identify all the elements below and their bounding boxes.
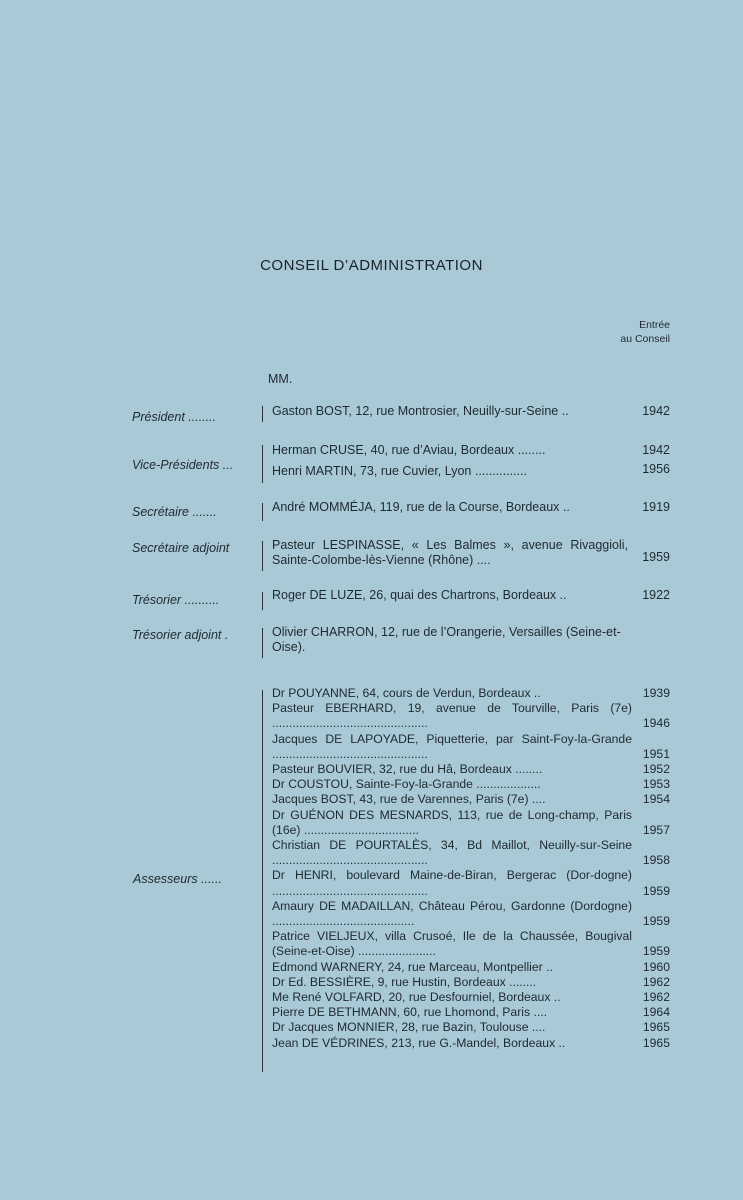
entry-text: Jacques BOST, 43, rue de Varennes, Paris (7e) .... [272,792,546,807]
entry-year: 1957 [642,822,670,837]
assesseur-entry [272,762,670,777]
entry-text: Dr Ed. BESSIÈRE, 9, rue Hustin, Bordeaux ........ [272,974,537,989]
entry-text: Olivier CHARRON, 12, rue de l’Orangerie, Versailles (Seine-et-Oise). [272,625,621,654]
assesseurs-list [272,686,670,1051]
entry-text: André MOMMÉJA, 119, rue de la Course, Bordeaux .. [272,500,570,514]
entry-text: Henri MARTIN, 73, rue Cuvier, Lyon ............... [272,464,527,478]
bracket [262,690,263,1072]
assesseur-entry [272,807,670,838]
role-label: Secrétaire ....... [132,505,217,519]
entry-header-line-1: Entrée [639,319,670,331]
entry-year: 1919 [642,500,670,514]
entry-column-header [590,318,670,346]
assesseur-entry [272,990,670,1005]
bracket [262,445,263,483]
entry-year: 1959 [642,944,670,959]
entry-text: Pasteur BOUVIER, 32, rue du Hâ, Bordeaux ........ [272,762,543,777]
role-label-assesseurs: Assesseurs ...... [133,872,222,886]
entry-year: 1959 [642,883,670,898]
entry-year: 1965 [642,1020,670,1035]
assesseur-entry [272,838,670,868]
assesseur-entry [272,868,670,898]
bracket [262,541,263,571]
entry-header-line-2: au Conseil [620,333,670,345]
entry-text: Dr Jacques MONNIER, 28, rue Bazin, Toulouse .... [272,1020,546,1035]
entry-text: Dr GUÉNON DES MESNARDS, 113, rue de Long-champ, Paris (16e) .................................. [272,807,632,837]
assesseur-entry [272,701,670,731]
entry-text: Herman CRUSE, 40, rue d’Aviau, Bordeaux ........ [272,443,546,457]
entry-year: 1942 [642,404,670,418]
role-label: Trésorier adjoint . [132,628,229,642]
entry-text: Gaston BOST, 12, rue Montrosier, Neuilly-sur-Seine .. [272,404,569,418]
entry-year: 1959 [642,550,670,564]
assesseur-entry [272,898,670,929]
assesseur-entry [272,974,670,990]
entry-text: Dr COUSTOU, Sainte-Foy-la-Grande ................... [272,777,541,792]
assesseur-entry [272,686,670,701]
assesseur-entry [272,929,670,959]
entry-text: Me René VOLFARD, 20, rue Desfourniel, Bordeaux .. [272,990,561,1005]
entry-text: Jacques DE LAPOYADE, Piquetterie, par Saint-Foy-la-Grande .............................................. [272,731,632,761]
entry-year: 1951 [642,746,670,761]
entry-year: 1959 [642,914,670,929]
role-label: Vice-Présidents ... [132,458,234,472]
entry-year: 1964 [642,1005,670,1020]
entry-text: Jean DE VÉDRINES, 213, rue G.-Mandel, Bordeaux .. [272,1035,566,1050]
bracket [262,503,263,521]
role-label: Président ........ [132,410,217,424]
entry-year: 1942 [642,443,670,457]
assesseur-entry [272,792,670,807]
entry-text: Roger DE LUZE, 26, quai des Chartrons, Bordeaux .. [272,588,567,602]
entry-text: Pasteur EBERHARD, 19, avenue de Tourville, Paris (7e) .............................................. [272,701,632,731]
page-title: CONSEIL D’ADMINISTRATION [260,257,483,274]
assesseur-entry [272,959,670,975]
assesseur-entry [272,777,670,792]
entry-year: 1962 [642,974,670,989]
bracket [262,406,263,422]
entry-year: 1952 [642,762,670,777]
mm-label: MM. [268,372,293,386]
entry-text: Amaury DE MADAILLAN, Château Pérou, Gardonne (Dordogne) .......................................... [272,898,632,929]
assesseur-entry [272,1005,670,1020]
entry-year: 1956 [642,462,670,476]
entry-text: Dr POUYANNE, 64, cours de Verdun, Bordeaux .. [272,686,541,700]
entry-text: Patrice VIELJEUX, villa Crusoé, Ile de la Chaussée, Bougival (Seine-et-Oise) ....................... [272,929,632,959]
assesseur-entry [272,1020,670,1035]
entry-text: Dr HENRI, boulevard Maine-de-Biran, Bergerac (Dor-dogne) .............................................. [272,868,632,898]
assesseur-entry [272,731,670,762]
entry-year: 1960 [642,959,670,974]
entry-year: 1962 [642,990,670,1005]
entry-year: 1965 [642,1035,670,1050]
entry-text: Pierre DE BETHMANN, 60, rue Lhomond, Paris .... [272,1005,547,1020]
entry-year: 1954 [642,792,670,807]
assesseur-entry [272,1035,670,1051]
entry-text: Edmond WARNERY, 24, rue Marceau, Montpellier .. [272,959,553,974]
bracket [262,592,263,610]
role-label: Trésorier .......... [132,593,220,607]
bracket [262,628,263,658]
entry-year: 1922 [642,588,670,602]
entry-year: 1939 [642,686,670,700]
role-label: Secrétaire adjoint [132,541,230,555]
entry-text: Christian DE POURTALÈS, 34, Bd Maillot, Neuilly-sur-Seine .............................................. [272,838,632,868]
entry-year: 1958 [642,853,670,868]
entry-text: Pasteur LESPINASSE, « Les Balmes », avenue Rivaggioli, Sainte-Colombe-lès-Vienne (Rhône) .... [272,538,628,567]
entry-year: 1946 [642,716,670,731]
entry-year: 1953 [642,777,670,792]
